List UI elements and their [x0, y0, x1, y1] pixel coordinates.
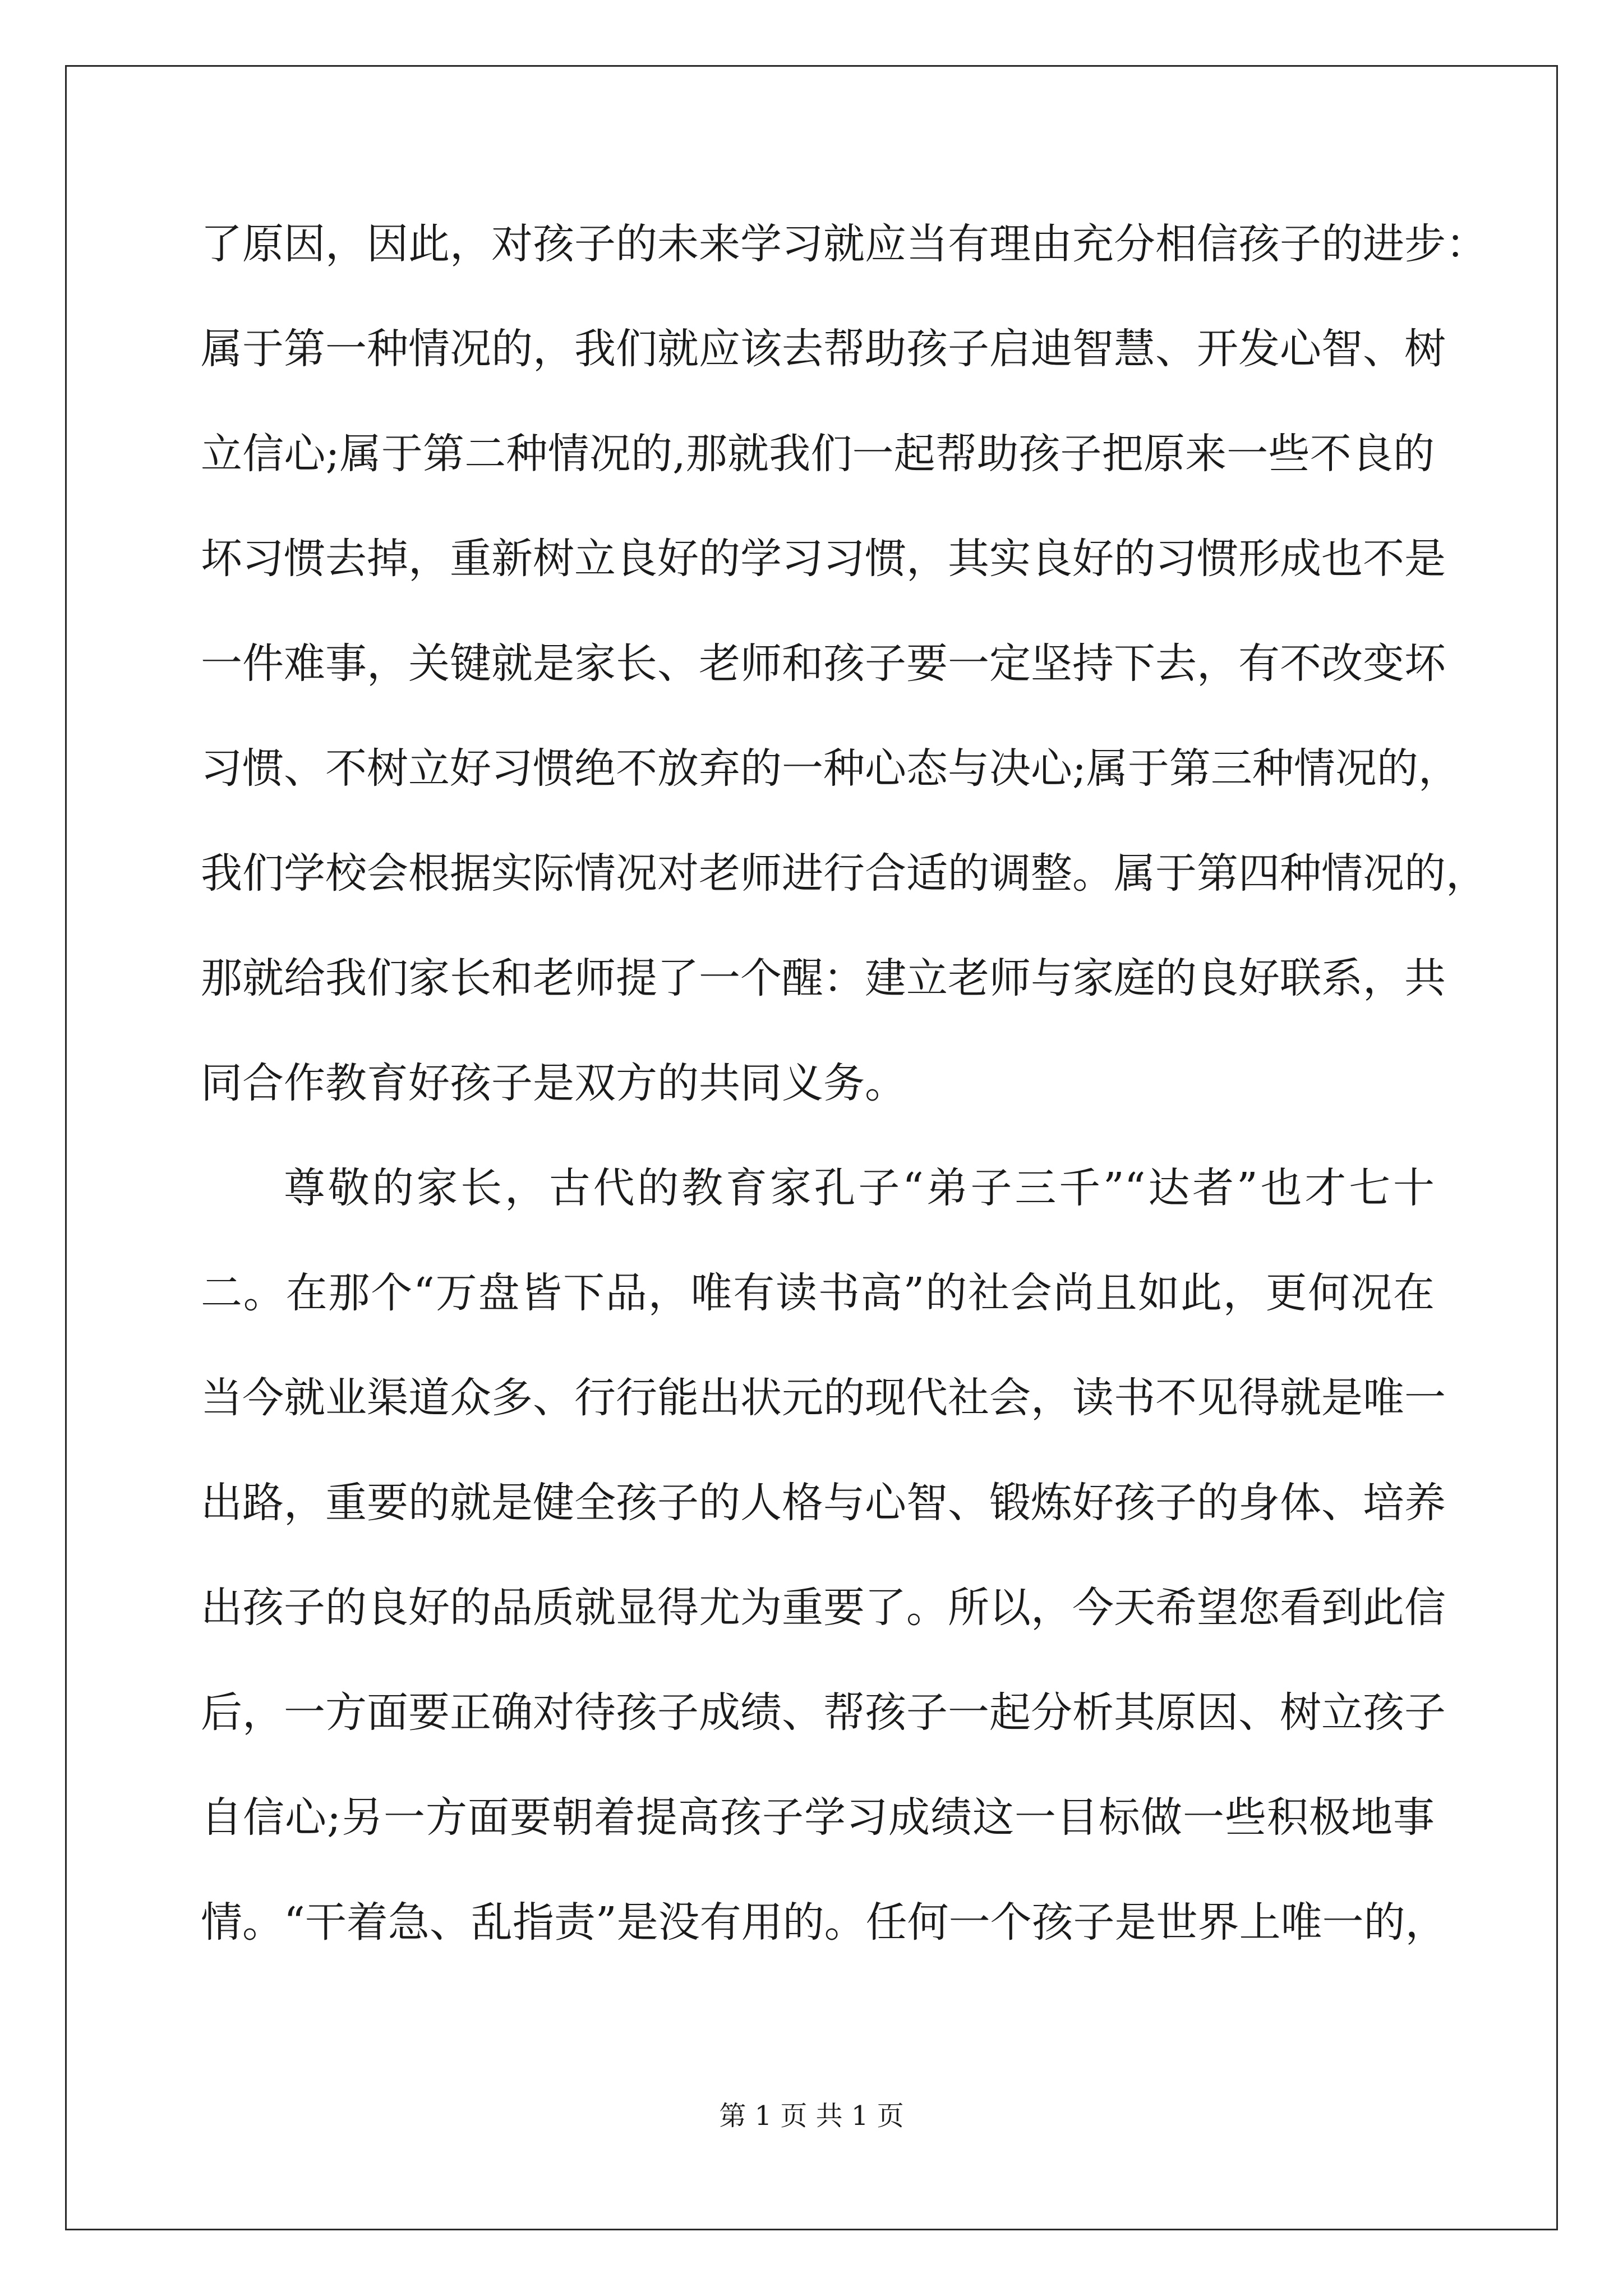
- paragraph-1-line-6: 习惯、不树立好习惯绝不放弃的一种心态与决心;属于第三种情况的，: [201, 744, 1460, 793]
- document-body: [201, 192, 1487, 1975]
- paragraph-1-line-5: 一件难事，关键就是家长、老师和孩子要一定坚持下去，有不改变坏: [201, 639, 1446, 688]
- paragraph-1-line-7: 我们学校会根据实际情况对老师进行合适的调整。属于第四种情况的，: [201, 849, 1487, 898]
- page-number-footer: 第 1 页 共 1 页: [719, 2100, 904, 2132]
- paragraph-2-line-2: 二。在那个“万盘皆下品，唯有读书高”的社会尚且如此，更何况在: [201, 1269, 1435, 1317]
- paragraph-2-line-4: 出路，重要的就是健全孩子的人格与心智、锻炼好孩子的身体、培养: [201, 1479, 1446, 1527]
- paragraph-1-line-8: 那就给我们家长和老师提了一个醒：建立老师与家庭的良好联系，共: [201, 954, 1446, 1002]
- paragraph-2-line-1: 尊敬的家长，古代的教育家孔子“弟子三千”“达者”也才七十: [284, 1164, 1435, 1212]
- paragraph-2-line-3: 当今就业渠道众多、行行能出状元的现代社会，读书不见得就是唯一: [201, 1374, 1446, 1422]
- paragraph-2-line-6: 后，一方面要正确对待孩子成绩、帮孩子一起分析其原因、树立孩子: [201, 1688, 1446, 1737]
- paragraph-1-line-9: 同合作教育好孩子是双方的共同义务。: [201, 1059, 906, 1107]
- paragraph-2-line-8: 情。“干着急、乱指责”是没有用的。任何一个孩子是世界上唯一的，: [201, 1898, 1447, 1947]
- paragraph-1-line-3: 立信心;属于第二种情况的,那就我们一起帮助孩子把原来一些不良的: [201, 430, 1435, 478]
- paragraph-1-line-1: 了原因，因此，对孩子的未来学习就应当有理由充分相信孩子的进步：: [201, 220, 1487, 268]
- paragraph-1-line-2: 属于第一种情况的，我们就应该去帮助孩子启迪智慧、开发心智、树: [201, 325, 1446, 373]
- paragraph-2-line-5: 出孩子的良好的品质就显得尤为重要了。所以，今天希望您看到此信: [201, 1584, 1446, 1632]
- paragraph-2-line-7: 自信心;另一方面要朝着提高孩子学习成绩这一目标做一些积极地事: [201, 1793, 1435, 1842]
- paragraph-1-line-4: 坏习惯去掉，重新树立良好的学习习惯，其实良好的习惯形成也不是: [201, 535, 1446, 583]
